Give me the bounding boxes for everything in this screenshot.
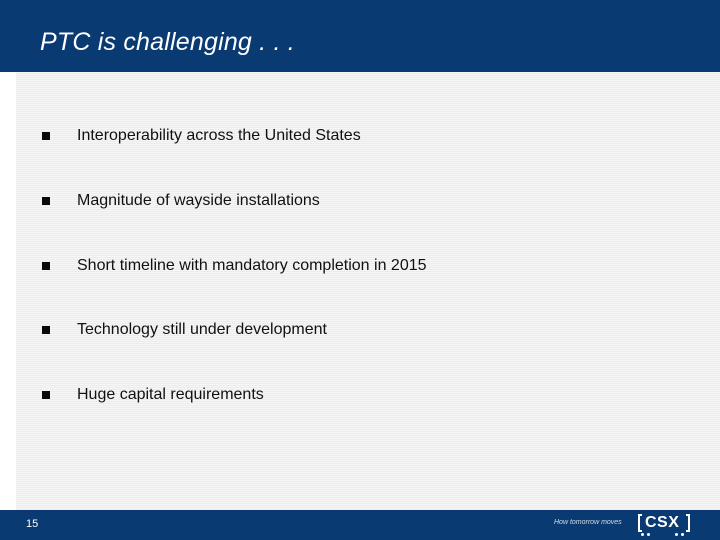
header-bar xyxy=(0,0,720,72)
bullet-item xyxy=(40,190,320,212)
csx-logo-icon xyxy=(638,513,690,535)
bullet-text: Magnitude of wayside installations xyxy=(77,192,320,209)
bullet-item xyxy=(40,384,264,406)
logo-left-bracket-icon xyxy=(638,514,642,532)
bullet-text: Short timeline with mandatory completion in 2015 xyxy=(77,257,427,274)
bullet-item xyxy=(40,319,327,341)
bullet-item xyxy=(40,255,427,277)
bullet-item xyxy=(40,125,361,147)
logo-right-bracket-icon xyxy=(686,514,690,532)
logo-dot-icon xyxy=(675,533,678,536)
bullet-text: Huge capital requirements xyxy=(77,386,264,403)
page-number: 15 xyxy=(26,518,39,530)
tagline: How tomorrow moves xyxy=(554,519,622,526)
square-bullet-icon xyxy=(42,132,50,140)
square-bullet-icon xyxy=(42,391,50,399)
logo-dot-icon xyxy=(681,533,684,536)
square-bullet-icon xyxy=(42,326,50,334)
bullet-text: Technology still under development xyxy=(77,321,327,338)
logo-dot-icon xyxy=(647,533,650,536)
slide-title: PTC is challenging . . . xyxy=(40,28,295,56)
square-bullet-icon xyxy=(42,197,50,205)
footer-bar xyxy=(0,510,720,540)
logo-dots-icon xyxy=(641,533,691,537)
logo-dot-icon xyxy=(641,533,644,536)
square-bullet-icon xyxy=(42,262,50,270)
bullet-text: Interoperability across the United States xyxy=(77,127,361,144)
logo-text: CSX xyxy=(645,514,680,531)
